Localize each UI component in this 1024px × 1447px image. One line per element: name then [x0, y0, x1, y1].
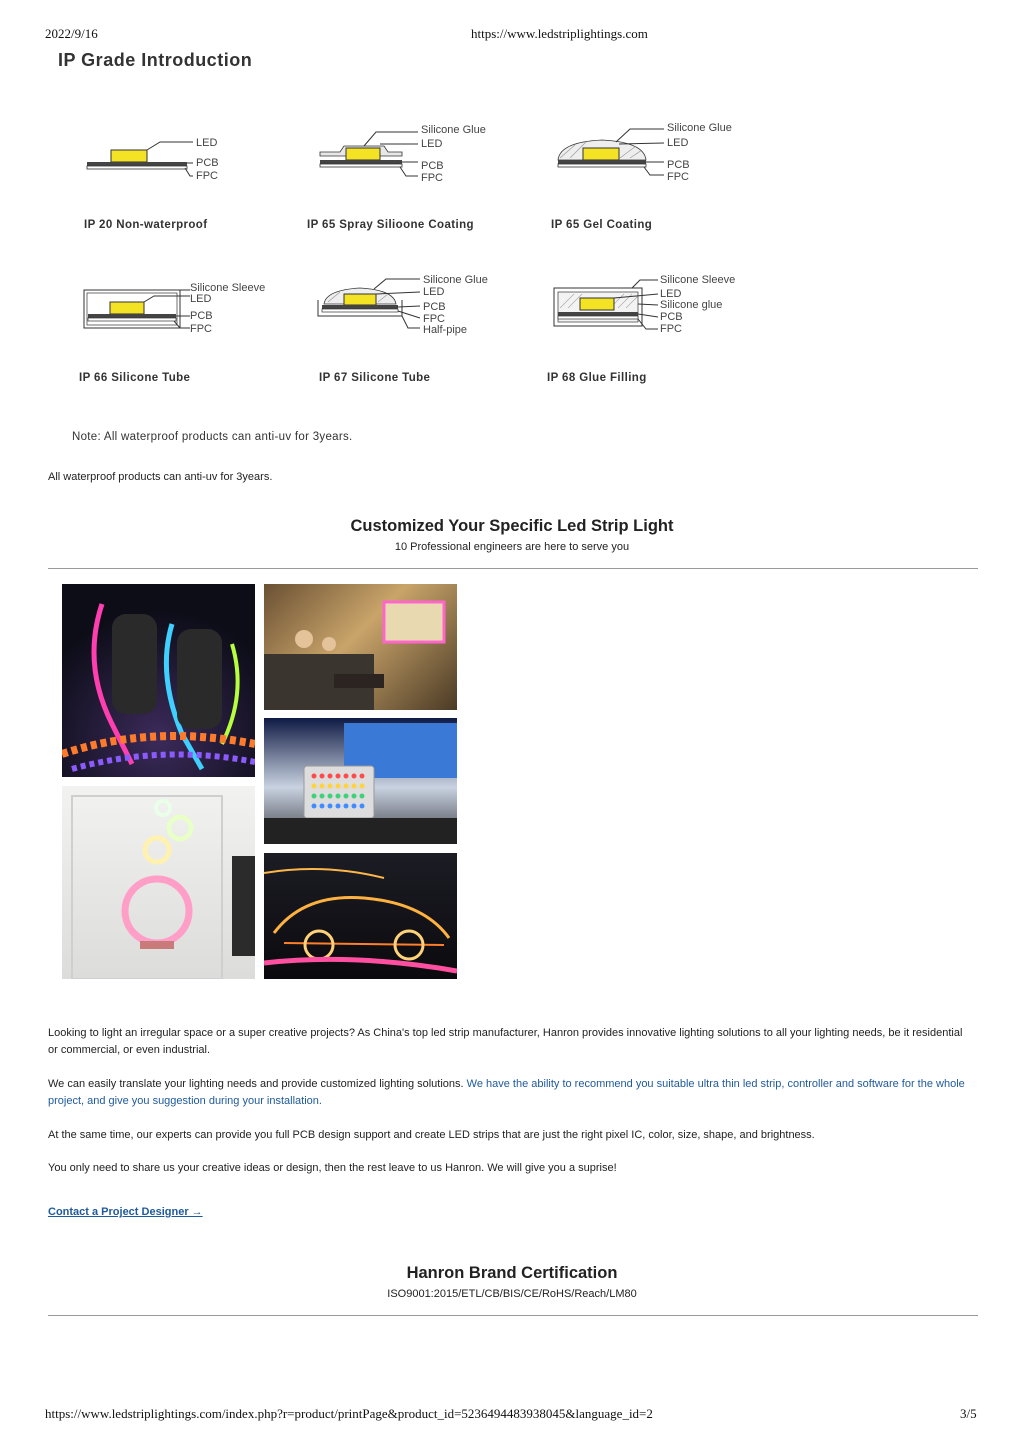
ip-text: All waterproof products can anti-uv for 3years.: [48, 471, 273, 483]
print-page-number: 3/5: [960, 1406, 977, 1421]
print-footer-url: https://www.ledstriplightings.com/index.php?r=product/printPage&product_id=5236494483938045&language_id=2: [45, 1406, 653, 1421]
ip68-label-led: LED: [660, 288, 682, 300]
ip65s-label-glue: Silicone Glue: [421, 124, 486, 136]
print-site-url: https://www.ledstriplightings.com: [471, 26, 648, 41]
custom-paragraph-4: You only need to share us your creative ideas or design, then the rest leave to us Hanron. We will give you a suprise!: [48, 1162, 617, 1174]
ip65-gel-diagram: [556, 120, 676, 185]
cert-section-subtitle: ISO9001:2015/ETL/CB/BIS/CE/RoHS/Reach/LM80: [387, 1288, 637, 1300]
ip65g-label-glue: Silicone Glue: [667, 122, 732, 134]
custom-paragraph-2: [48, 1076, 973, 1110]
ip20-label-pcb: PCB: [196, 157, 219, 169]
ip65g-label-fpc: FPC: [667, 171, 689, 183]
ip68-label-sleeve: Silicone Sleeve: [660, 274, 736, 286]
ip68-caption: IP 68 Glue Filling: [547, 372, 647, 384]
ip65s-label-led: LED: [421, 138, 443, 150]
pixel-matrix-illustration: [264, 718, 457, 844]
ip66-label-pcb: PCB: [190, 310, 213, 322]
ip68-diagram-figure: [552, 274, 667, 339]
ip68-label-glue: Silicone glue: [660, 299, 723, 311]
ip66-diagram: [82, 278, 202, 338]
ip66-label-fpc: FPC: [190, 323, 212, 335]
ip67-label-fpc: FPC: [423, 313, 445, 325]
ip67-label-pcb: PCB: [423, 301, 446, 313]
ip-note: Note: All waterproof products can anti-uv for 3years.: [72, 431, 353, 443]
ip-grade-title: IP Grade Introduction: [58, 50, 253, 70]
custom-paragraph-3: At the same time, our experts can provide you full PCB design support and create LED strips that are just the right pixel IC, color, size, shape, and brightness.: [48, 1129, 815, 1141]
home-theater-illustration: [264, 584, 457, 710]
ip66-diagram-figure: [82, 278, 202, 338]
ip68-diagram: [552, 274, 667, 339]
ring-lamp-illustration: [62, 786, 255, 979]
custom-section-subtitle: 10 Professional engineers are here to serve you: [394, 541, 630, 553]
ip67-label-led: LED: [423, 286, 445, 298]
ip67-diagram-figure: [316, 274, 426, 339]
ip66-label-sleeve: Silicone Sleeve: [190, 282, 266, 294]
ip67-diagram: [316, 274, 426, 339]
ip65-spray-diagram-figure: [318, 122, 428, 187]
ip65s-label-fpc: FPC: [421, 172, 443, 184]
car-light-illustration: [264, 853, 457, 979]
cert-section-title: Hanron Brand Certification: [406, 1264, 618, 1282]
custom-paragraph-2-highlight: We have the ability to recommend you suitable ultra thin led strip, controller and software for the whole project, and give you suggestion during your installation.: [48, 1078, 965, 1107]
ip67-label-halfpipe: Half-pipe: [423, 324, 468, 336]
ip66-caption: IP 66 Silicone Tube: [79, 372, 191, 384]
custom-section-divider: [48, 568, 978, 569]
contact-project-designer-link[interactable]: Contact a Project Designer →: [48, 1206, 203, 1218]
cert-section-divider: [48, 1315, 978, 1316]
ip67-label-glue: Silicone Glue: [423, 274, 488, 286]
custom-paragraph-2-plain: We can easily translate your lighting needs and provide customized lighting solutions.: [48, 1078, 467, 1090]
ip68-label-pcb: PCB: [660, 311, 683, 323]
ip65g-label-led: LED: [667, 137, 689, 149]
ring-lamp-photo: [62, 786, 255, 979]
ip20-label-led: LED: [196, 137, 218, 149]
ip67-caption: IP 67 Silicone Tube: [319, 372, 431, 384]
ip65-gel-diagram-figure: [556, 120, 676, 185]
ip65g-label-pcb: PCB: [667, 159, 690, 171]
ip65-spray-diagram: [318, 122, 428, 187]
ip20-label-fpc: FPC: [196, 170, 218, 182]
pixel-matrix-photo: [264, 718, 457, 844]
gaming-chairs-illustration: [62, 584, 255, 777]
print-date: 2022/9/16: [45, 26, 98, 41]
gaming-chairs-photo: [62, 584, 255, 777]
custom-paragraph-1: Looking to light an irregular space or a super creative projects? As China's top led strip manufacturer, Hanron provides innovative lighting solutions to all your lighting needs, be it residential or commercial, or even industrial.: [48, 1027, 963, 1056]
ip65-spray-caption: IP 65 Spray Silioone Coating: [307, 219, 474, 231]
car-light-photo: [264, 853, 457, 979]
ip65-gel-caption: IP 65 Gel Coating: [551, 219, 653, 231]
custom-section-title: Customized Your Specific Led Strip Light: [350, 517, 674, 535]
ip66-label-led: LED: [190, 293, 212, 305]
ip20-caption: IP 20 Non-waterproof: [84, 219, 208, 231]
ip68-label-fpc: FPC: [660, 323, 682, 335]
ip65s-label-pcb: PCB: [421, 160, 444, 172]
home-theater-photo: [264, 584, 457, 710]
